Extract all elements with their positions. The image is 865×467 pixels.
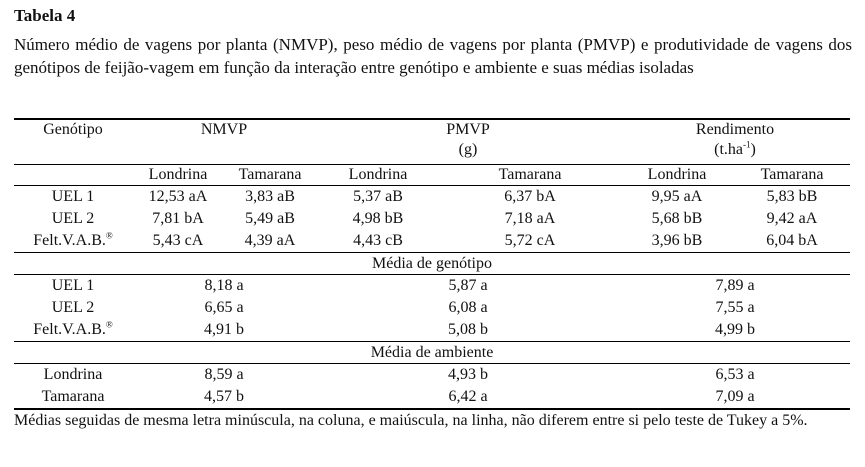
value-rend-t: 6,04 bA [766, 232, 818, 249]
value-pmvp: 5,87 a [316, 275, 620, 298]
value-nmvp: 8,18 a [132, 275, 316, 298]
table-row [14, 230, 850, 253]
table-row [14, 364, 850, 387]
genotype-section-label: Média de genótipo [14, 253, 850, 275]
header-row [14, 119, 850, 165]
header-genotipo: Genótipo [14, 119, 132, 165]
value-nmvp-t: 3,83 aB [224, 186, 316, 209]
subheader-nmvp-londrina: Londrina [132, 165, 224, 186]
value-nmvp-l: 5,43 cA [152, 232, 204, 249]
value-pmvp: 6,08 a [448, 299, 488, 316]
table-row [14, 275, 850, 298]
results-table [14, 118, 850, 410]
value-pmvp: 5,08 b [448, 321, 488, 338]
value-nmvp: 8,59 a [132, 364, 316, 387]
table-caption: Número médio de vagens por planta (NMVP), peso médio de vagens por planta (PMVP) e produtividade de vagens dos genótipos de feijão-vagem em função da interação entre genótipo e ambiente e suas médias isoladas [14, 35, 852, 77]
table-row [14, 208, 850, 230]
value-pmvp-t: 6,37 bA [440, 186, 620, 209]
environment-section-row [14, 342, 850, 364]
subheader-row [14, 165, 850, 186]
genotype-name: UEL 2 [51, 299, 95, 316]
genotype-rows [14, 275, 850, 342]
value-nmvp-t: 4,39 aA [244, 232, 296, 249]
value-rend: 7,89 a [620, 275, 850, 298]
table-row [14, 186, 850, 209]
subheader-rend-tamarana: Tamarana [734, 165, 850, 186]
subheader-pmvp-londrina: Londrina [316, 165, 440, 186]
environment-name: Tamarana [14, 386, 132, 409]
value-nmvp: 6,65 a [204, 299, 244, 316]
value-pmvp: 6,42 a [316, 386, 620, 409]
value-pmvp-t: 7,18 aA [504, 210, 556, 227]
value-pmvp-l: 4,98 bB [352, 210, 404, 227]
value-pmvp-t: 5,72 cA [504, 232, 556, 249]
header-nmvp: NMVP [132, 119, 316, 165]
subheader-pmvp-tamarana: Tamarana [440, 165, 620, 186]
table-row [14, 297, 850, 319]
environment-name: Londrina [14, 364, 132, 387]
value-pmvp-l: 4,43 cB [353, 232, 403, 249]
genotype-name: UEL 1 [14, 275, 132, 298]
genotype-name: Felt.V.A.B.® [33, 230, 113, 249]
header-rendimento: Rendimento $(t.ha^{-1})$ [620, 119, 850, 165]
subheader-rend-londrina: Londrina [620, 165, 734, 186]
value-nmvp-l: 12,53 aA [132, 186, 224, 209]
table-footnote: Médias seguidas de mesma letra minúscula, na coluna, e maiúscula, na linha, não diferem entre si pelo teste de Tukey a 5%. [14, 412, 808, 429]
header-pmvp: PMVP (g) [316, 119, 620, 165]
genotype-name: UEL 1 [14, 186, 132, 209]
table-row [14, 319, 850, 342]
value-rend: 4,99 b [715, 321, 755, 338]
genotype-section-row [14, 253, 850, 275]
interaction-rows [14, 186, 850, 253]
value-rend-t: 9,42 aA [766, 210, 818, 227]
value-nmvp-t: 5,49 aB [245, 210, 295, 227]
value-rend: 6,53 a [620, 364, 850, 387]
value-nmvp: 4,91 b [204, 321, 244, 338]
subheader-empty [14, 165, 132, 186]
value-rend-t: 5,83 bB [734, 186, 850, 209]
value-nmvp-l: 7,81 bA [152, 210, 204, 227]
genotype-name: UEL 2 [51, 210, 95, 227]
environment-rows [14, 364, 850, 410]
genotype-name: Felt.V.A.B.® [33, 319, 113, 338]
environment-section-label: Média de ambiente [14, 342, 850, 364]
value-pmvp: 4,93 b [316, 364, 620, 387]
value-rend-l: 5,68 bB [651, 210, 703, 227]
table-title: Tabela 4 [14, 6, 76, 25]
table-row [14, 386, 850, 409]
value-rend-l: 3,96 bB [651, 232, 703, 249]
value-rend: 7,09 a [620, 386, 850, 409]
value-rend-l: 9,95 aA [620, 186, 734, 209]
subheader-nmvp-tamarana: Tamarana [224, 165, 316, 186]
value-rend: 7,55 a [715, 299, 755, 316]
value-pmvp-l: 5,37 aB [316, 186, 440, 209]
value-nmvp: 4,57 b [132, 386, 316, 409]
